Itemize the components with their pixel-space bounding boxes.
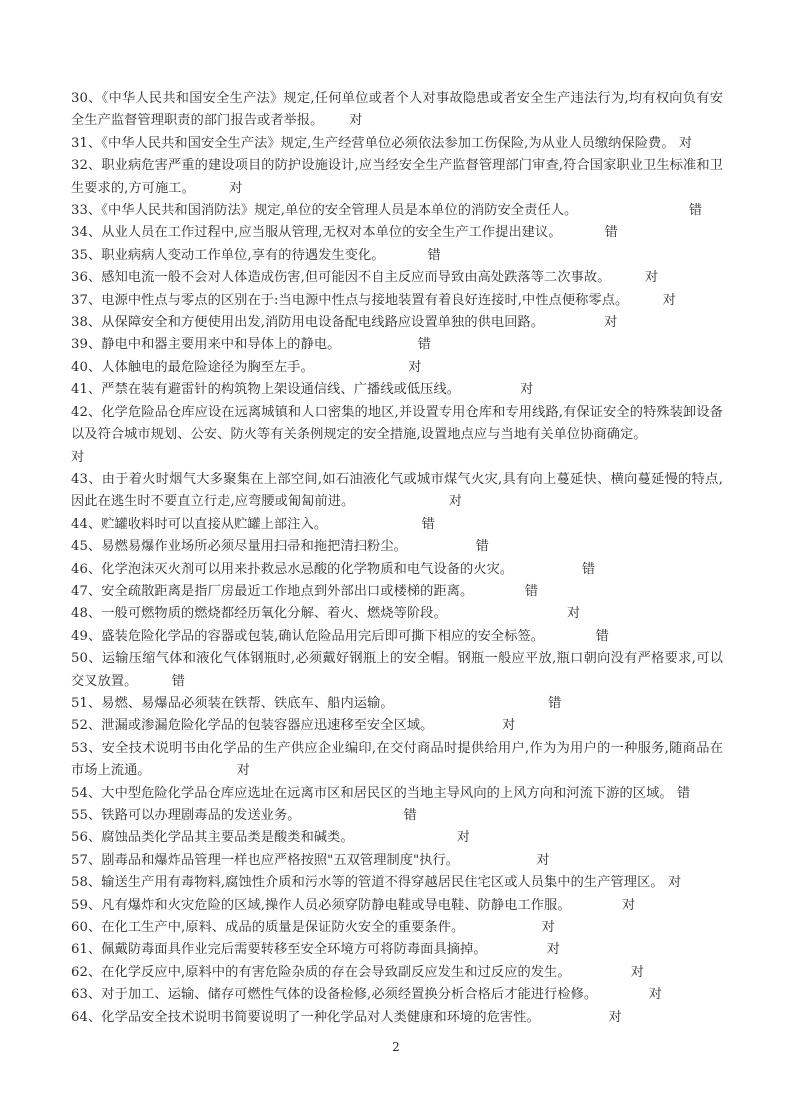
answer-gap: [562, 225, 605, 240]
question-number: 36、: [71, 270, 102, 286]
question-answer: 对: [566, 606, 581, 622]
answer-gap: [544, 315, 604, 330]
question-answer: 对: [229, 180, 243, 196]
answer-gap: [354, 830, 457, 845]
question-text: 从业人员在工作过程中,应当服从管理,无权对本单位的安全生产工作提出建议。: [101, 225, 562, 241]
question-answer: 错: [604, 225, 618, 241]
question-number: 59、: [71, 897, 102, 913]
question-item: [71, 850, 723, 872]
question-answer: 对: [630, 964, 645, 980]
question-text: 输送生产用有毒物料,腐蚀性介质和污水等的管道不得穿越居民住宅区或人员集中的生产管理区。: [101, 875, 664, 891]
question-answer: 错: [688, 203, 703, 219]
question-item: [71, 984, 723, 1006]
question-text: 人体触电的最危险途径为胸至左手。: [101, 359, 314, 375]
question-number: 46、: [71, 561, 102, 577]
question-number: 60、: [71, 920, 102, 936]
question-number: 43、: [71, 471, 102, 487]
question-text: 化学危险品仓库应设在远离城镇和人口密集的地区,并设置专用仓库和专用线路,有保证安全的特殊装卸设备以及符合城市规划、公安、防火等有关条例规定的安全措施,设置地点应与当地有关单位协商确定。: [71, 404, 723, 443]
question-text: 从保障安全和方便使用出发,消防用电设备配电线路应设置单独的供电回路。: [101, 315, 545, 331]
question-text: 《中华人民共和国安全生产法》规定,任何单位或者个人对事故隐患或者安全生产违法行为,均有权向负有安全生产监督管理职责的部门报告或者举报。: [71, 91, 723, 129]
question-item: [71, 133, 723, 155]
question-item: [71, 536, 723, 558]
question-item: [71, 155, 723, 200]
question-item: [71, 245, 723, 267]
question-number: 61、: [71, 942, 102, 958]
question-text: 贮罐收料时可以直接从贮罐上部注入。: [101, 516, 328, 532]
question-number: 58、: [71, 875, 102, 891]
question-answer: 对: [667, 875, 682, 891]
question-item: [71, 379, 723, 401]
question-number: 34、: [71, 225, 102, 241]
answer-gap: [301, 808, 404, 823]
question-answer: 错: [548, 695, 562, 711]
question-number: 52、: [71, 718, 102, 734]
question-item: [71, 603, 723, 625]
question-text: 静电中和器主要用来中和导体上的静电。: [101, 337, 341, 353]
question-number: 44、: [71, 516, 102, 532]
question-answer: 错: [421, 516, 435, 532]
question-text: 《中华人民共和国安全生产法》规定,生产经营单位必须依法参加工伤保险,为从业人员缴纳保险费。: [101, 135, 675, 151]
question-answer: 对: [236, 763, 250, 779]
question-number: 33、: [71, 203, 102, 219]
question-number: 62、: [71, 964, 102, 980]
question-number: 37、: [71, 292, 102, 308]
question-answer: 对: [71, 449, 85, 465]
question-item: [71, 334, 723, 356]
question-item: [71, 469, 723, 514]
question-text: 安全技术说明书由化学品的生产供应企业编印,在交付商品时提供给用户,作为为用户的一种服务,随商品在市场上流通。: [71, 740, 723, 779]
question-item: [71, 962, 723, 984]
question-answer: 对: [608, 1009, 622, 1025]
question-item: [71, 402, 723, 469]
question-answer: 错: [427, 247, 441, 263]
question-answer: 对: [502, 718, 516, 734]
question-answer: 对: [546, 942, 561, 958]
question-answer: 错: [524, 583, 539, 599]
answer-gap: [597, 987, 649, 1002]
question-answer: 对: [541, 920, 555, 936]
answer-gap: [354, 494, 448, 509]
question-answer: 错: [676, 785, 691, 801]
question-item: [71, 312, 723, 334]
answer-gap: [447, 606, 567, 621]
question-number: 56、: [71, 830, 102, 846]
answer-gap: [628, 293, 662, 308]
question-number: 54、: [71, 785, 102, 801]
question-text: 职业病病人变动工作单位,享有的待遇发生变化。: [101, 247, 385, 263]
answer-gap: [327, 517, 421, 532]
question-text: 在化工生产中,原料、成品的质量是保证防火安全的重要条件。: [101, 920, 465, 936]
answer-gap: [151, 763, 237, 778]
question-number: 49、: [71, 628, 102, 644]
answer-gap: [314, 360, 408, 375]
question-number: 32、: [71, 158, 102, 174]
answer-gap: [487, 942, 547, 957]
question-number: 38、: [71, 315, 102, 331]
question-answer: 错: [171, 673, 186, 689]
question-text: 《中华人民共和国消防法》规定,单位的安全管理人员是本单位的消防安全责任人。: [101, 203, 578, 219]
question-number: 50、: [71, 651, 102, 667]
question-item: [71, 626, 723, 648]
question-text: 严禁在装有避雷针的构筑物上架设通信线、广播线或低压线。: [101, 382, 461, 398]
question-answer: 对: [678, 135, 693, 151]
question-answer: 错: [417, 337, 432, 353]
question-list: [71, 88, 723, 1029]
question-text: 电源中性点与零点的区别在于:当电源中性点与接地装置有着良好连接时,中性点便称零点。: [101, 292, 629, 308]
question-number: 41、: [71, 382, 102, 398]
answer-gap: [433, 718, 502, 733]
question-answer: 对: [349, 113, 363, 129]
question-text: 对于加工、运输、储存可燃性气体的设备检修,必须经置换分析合格后才能进行检修。: [101, 987, 598, 1003]
answer-gap: [611, 270, 645, 285]
question-text: 感知电流一般不会对人体造成伤害,但可能因不自主反应而导致由高处跌落等二次事故。: [101, 270, 611, 286]
question-item: [71, 581, 723, 603]
question-item: [71, 693, 723, 715]
question-number: 45、: [71, 539, 102, 555]
question-number: 42、: [71, 404, 102, 420]
answer-gap: [195, 181, 229, 196]
question-answer: 对: [662, 292, 676, 308]
question-item: [71, 88, 723, 133]
question-item: [71, 290, 723, 312]
question-number: 51、: [71, 695, 102, 711]
question-item: [71, 805, 723, 827]
question-text: 大中型危险化学品仓库应选址在远离市区和居民区的当地主导风向的上风方向和河流下游的区域。: [101, 785, 673, 801]
question-answer: 对: [648, 987, 663, 1003]
question-item: [71, 648, 723, 693]
question-text: 运输压缩气体和液化气体钢瓶时,必须戴好钢瓶上的安全帽。钢瓶一般应平放,瓶口朝向没有严格要求,可以交叉放置。: [71, 651, 723, 689]
question-text: 凡有爆炸和火灾危险的区域,操作人员必须穿防静电鞋或导电鞋、防静电工作服。: [101, 897, 571, 913]
answer-gap: [385, 248, 428, 263]
question-number: 64、: [71, 1009, 102, 1025]
question-item: [71, 222, 723, 244]
answer-gap: [340, 337, 417, 352]
question-number: 57、: [71, 852, 102, 868]
question-number: 35、: [71, 247, 102, 263]
question-number: 53、: [71, 740, 102, 756]
question-item: [71, 357, 723, 379]
question-item: [71, 1007, 723, 1029]
question-answer: 对: [604, 315, 618, 331]
answer-gap: [459, 853, 536, 868]
question-item: [71, 872, 723, 894]
question-item: [71, 559, 723, 581]
question-text: 腐蚀品类化学品其主要品类是酸类和碱类。: [101, 830, 354, 846]
question-answer: 对: [448, 494, 463, 510]
answer-gap: [460, 382, 520, 397]
question-answer: 错: [581, 561, 596, 577]
question-text: 剧毒品和爆炸品管理一样也应严格按照"五双管理制度"执行。: [101, 852, 460, 868]
question-answer: 对: [536, 852, 550, 868]
question-item: [71, 715, 723, 737]
question-number: 48、: [71, 606, 102, 622]
question-text: 职业病危害严重的建设项目的防护设施设计,应当经安全生产监督管理部门审查,符合国家职业卫生标准和卫生要求的,方可施工。: [71, 158, 723, 196]
question-item: [71, 200, 723, 222]
question-answer: 对: [644, 270, 659, 286]
question-number: 31、: [71, 135, 102, 151]
question-answer: 对: [622, 897, 636, 913]
answer-gap: [473, 584, 525, 599]
question-item: [71, 267, 723, 289]
answer-gap: [137, 674, 171, 689]
question-number: 40、: [71, 359, 102, 375]
question-text: 在化学反应中,原料中的有害危险杂质的存在会导致副反应发生和过反应的发生。: [101, 964, 571, 980]
question-text: 泄漏或渗漏危险化学品的包装容器应迅速移至安全区域。: [101, 718, 434, 734]
question-answer: 对: [456, 830, 471, 846]
question-text: 易燃易爆作业场所必须尽量用扫帚和拖把清扫粉尘。: [101, 539, 407, 555]
question-text: 由于着火时烟气大多聚集在上部空间,如石油液化气或城市煤气火灾,具有向上蔓延快、横向蔓延慢的特点,因此在逃生时不要直立行走,应弯腰或匍匐前进。: [71, 471, 723, 510]
question-text: 安全疏散距离是指厂房最近工作地点到外部出口或楼梯的距离。: [101, 583, 474, 599]
answer-gap: [513, 562, 582, 577]
answer-gap: [407, 539, 476, 554]
question-number: 47、: [71, 583, 102, 599]
answer-gap: [571, 965, 631, 980]
question-text: 佩戴防毒面具作业完后需要转移至安全环境方可将防毒面具摘掉。: [101, 942, 487, 958]
question-item: [71, 895, 723, 917]
answer-gap: [394, 696, 549, 711]
question-answer: 对: [408, 359, 422, 375]
answer-gap: [540, 1010, 609, 1025]
answer-gap: [544, 629, 596, 644]
question-text: 易燃、易爆品必须装在铁帮、铁底车、船内运输。: [101, 695, 394, 711]
question-item: [71, 738, 723, 783]
question-item: [71, 939, 723, 961]
question-number: 63、: [71, 987, 102, 1003]
page-number: 2: [392, 1040, 400, 1054]
question-number: 55、: [71, 808, 102, 823]
question-number: 39、: [71, 337, 102, 353]
question-item: [71, 827, 723, 849]
question-text: 盛装危险化学品的容器或包装,确认危险品用完后即可撕下相应的安全标签。: [101, 628, 545, 644]
answer-gap: [571, 898, 623, 913]
answer-gap: [577, 203, 689, 218]
question-text: 化学品安全技术说明书简要说明了一种化学品对人类健康和环境的危害性。: [101, 1009, 540, 1025]
question-answer: 对: [520, 382, 534, 398]
question-number: 30、: [71, 91, 102, 106]
question-item: [71, 514, 723, 536]
question-item: [71, 783, 723, 805]
question-answer: 错: [475, 539, 489, 555]
question-text: 铁路可以办理剧毒品的发送业务。: [101, 808, 301, 823]
answer-gap: [323, 113, 349, 128]
question-answer: 错: [595, 628, 609, 644]
question-text: 一般可燃物质的燃烧都经历氧化分解、着火、燃烧等阶段。: [101, 606, 447, 622]
question-answer: 错: [403, 808, 417, 823]
answer-gap: [464, 920, 541, 935]
question-text: 化学泡沫灭火剂可以用来扑救忌水忌酸的化学物质和电气设备的火灾。: [101, 561, 514, 577]
question-item: [71, 917, 723, 939]
